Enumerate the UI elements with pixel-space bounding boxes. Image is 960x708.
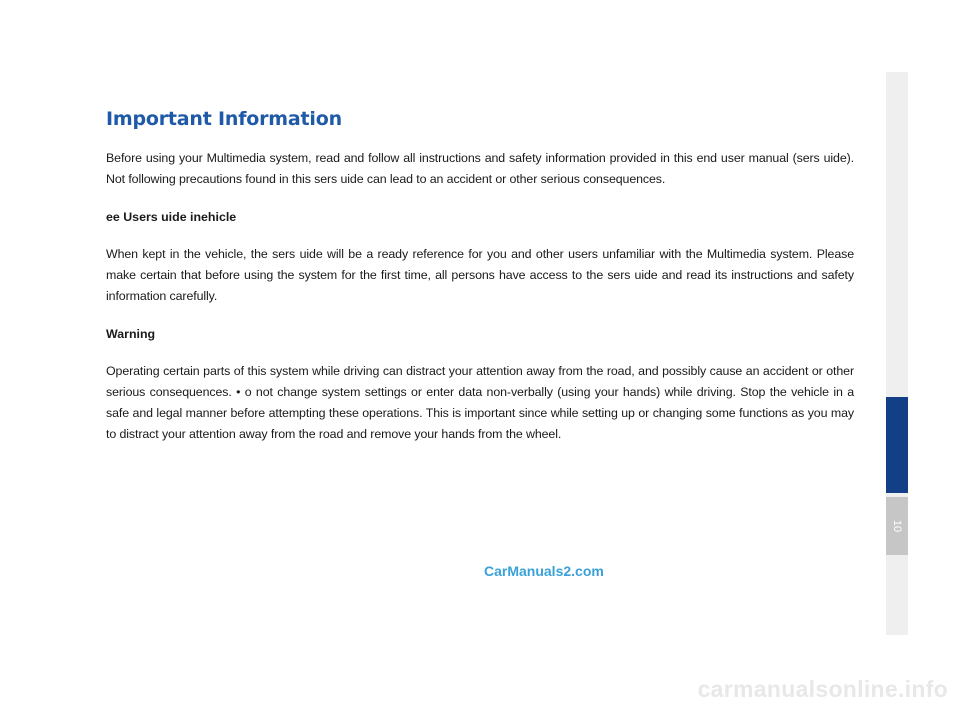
chapter-marker <box>886 397 908 493</box>
manual-page-content <box>106 108 854 445</box>
page-number: 10 <box>891 519 903 533</box>
page-title: Important Information <box>106 108 342 130</box>
user-guide-paragraph: When kept in the vehicle, the sers uide will be a ready reference for you and other users unfamiliar with the Multimedia system. Please make certain that before using the system for the first time, all persons have access to the sers uide and read its instructions and safety information carefully. <box>106 247 854 303</box>
warning-paragraph: Operating certain parts of this system while driving can distract your attention away from the road, and possibly cause an accident or other serious consequences. • o not change system settings or enter data non-verbally (using your hands) while driving. Stop the vehicle in a safe and legal manner before attempting these operations. This is important since while setting up or changing some functions as you may to distract your attention away from the road and remove your hands from the wheel. <box>106 364 854 441</box>
page-number-container <box>886 497 908 555</box>
watermark-carmanualsonline: carmanualsonline.info <box>697 676 948 702</box>
watermark-carmanuals2: CarManuals2.com <box>484 563 604 579</box>
section-heading-warning: Warning <box>106 327 156 341</box>
intro-paragraph: Before using your Multimedia system, read and follow all instructions and safety information provided in this end user manual (sers uide). Not following precautions found in this sers uide can lead to an accident or other serious consequences. <box>106 151 854 186</box>
section-heading-user-guide: ee Users uide inehicle <box>106 210 237 224</box>
